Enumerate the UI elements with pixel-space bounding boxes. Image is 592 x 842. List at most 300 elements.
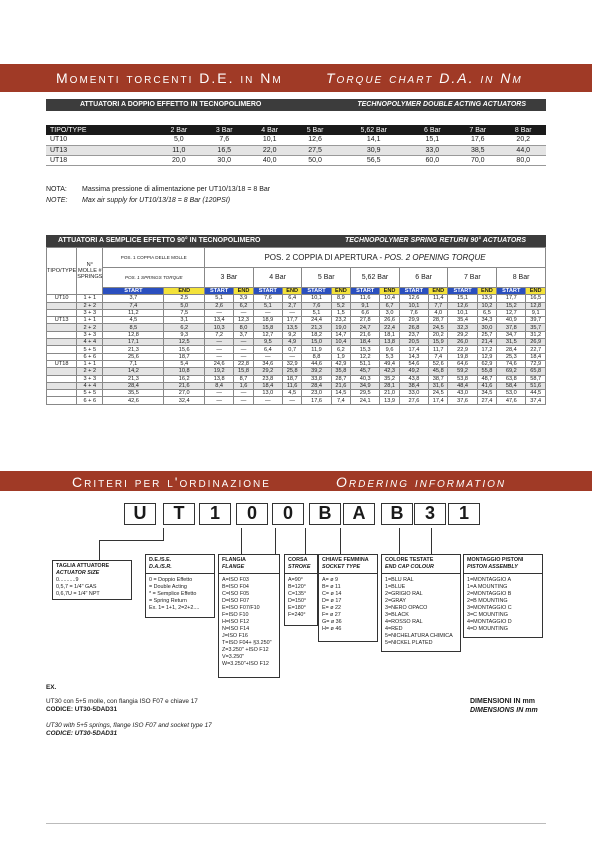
table-row bbox=[47, 309, 546, 316]
box-piston-lines bbox=[467, 577, 539, 633]
table-cell: 24,7 bbox=[351, 324, 380, 331]
note-it-text: Massima pressione di alimentazione per UT10/13/18 = 8 Bar bbox=[82, 186, 271, 193]
table-cell: 42,6 bbox=[103, 397, 164, 404]
start-header: START bbox=[351, 288, 380, 295]
table-cell: — bbox=[253, 353, 282, 360]
table-cell: 12,2 bbox=[351, 353, 380, 360]
table-cell: 21,3 bbox=[302, 324, 331, 331]
box-flange-title: FLANGIA bbox=[222, 557, 246, 563]
table-cell bbox=[47, 339, 77, 346]
table-cell: 5,0 bbox=[164, 302, 205, 309]
table-cell: 29,2 bbox=[448, 331, 477, 338]
table-cell: 20,0 bbox=[156, 155, 201, 165]
box-line: 2=B MOUNTING bbox=[467, 598, 508, 604]
table-cell: 43,0 bbox=[448, 390, 477, 397]
end-header: END bbox=[164, 288, 205, 295]
table-cell: 9,2 bbox=[282, 331, 301, 338]
header-title-it: Momenti torcenti D.E. in Nm bbox=[56, 70, 283, 86]
table-cell: 18,4 bbox=[526, 353, 546, 360]
example-block bbox=[46, 684, 212, 738]
table-cell: 10,1 bbox=[448, 309, 477, 316]
table-cell: UT13 bbox=[46, 145, 156, 155]
example-it: UT30 con 5+5 molle, con flangia ISO F07 e chiave 17 bbox=[46, 698, 198, 705]
start-end-row bbox=[47, 288, 546, 295]
table-cell: 3,7 bbox=[103, 295, 164, 302]
table-cell: UT18 bbox=[47, 360, 77, 367]
table-cell: 21,3 bbox=[103, 375, 164, 382]
table-cell: 42,3 bbox=[380, 368, 399, 375]
box-line: 1=BLUE bbox=[385, 584, 406, 590]
table-cell: 34,6 bbox=[253, 360, 282, 367]
table-cell: — bbox=[205, 390, 234, 397]
table-cell: — bbox=[282, 309, 301, 316]
pos1-header-it: POS. 1 COPPIA DELLE MOLLE bbox=[120, 255, 187, 260]
table-cell: 9,6 bbox=[380, 346, 399, 353]
start-header: START bbox=[205, 288, 234, 295]
table-cell: 35,7 bbox=[526, 324, 546, 331]
table-cell: 25,6 bbox=[103, 353, 164, 360]
table-cell: 52,6 bbox=[429, 360, 448, 367]
box-line: G= ø 36 bbox=[322, 619, 342, 625]
table-cell: 21,6 bbox=[164, 382, 205, 389]
table-cell: 20,5 bbox=[399, 339, 428, 346]
table-cell: 3 + 3 bbox=[77, 375, 103, 382]
table-cell: 50,0 bbox=[292, 155, 337, 165]
table-cell: 25,3 bbox=[497, 353, 526, 360]
table-cell: 5,0 bbox=[156, 135, 201, 145]
table-cell: 14,1 bbox=[338, 135, 410, 145]
box-line: 2=MONTAGGIO B bbox=[467, 591, 512, 597]
table-row bbox=[47, 390, 546, 397]
spring-return-body bbox=[47, 295, 546, 404]
table-cell: 12,6 bbox=[292, 135, 337, 145]
example-label: EX. bbox=[46, 684, 57, 691]
table-cell: 15,8 bbox=[234, 368, 253, 375]
table-cell: — bbox=[253, 397, 282, 404]
table-cell: 37,8 bbox=[497, 324, 526, 331]
code-char-box: A bbox=[343, 503, 375, 525]
box-socket-title: CHIAVE FEMMINA bbox=[322, 557, 369, 563]
table-cell: 30,9 bbox=[338, 145, 410, 155]
column-header: 5,62 Bar bbox=[338, 125, 410, 135]
box-action-lines bbox=[149, 577, 211, 612]
table-cell: 21,4 bbox=[477, 339, 496, 346]
type-header: TIPO/TYPE bbox=[47, 248, 77, 295]
table-cell: 17,6 bbox=[302, 397, 331, 404]
table-cell: 23,7 bbox=[399, 331, 428, 338]
table-cell: 72,9 bbox=[526, 360, 546, 367]
end-header: END bbox=[477, 288, 496, 295]
table-cell: 39,7 bbox=[526, 317, 546, 324]
table-cell: 5,1 bbox=[302, 309, 331, 316]
end-header: END bbox=[331, 288, 350, 295]
spring-return-bar bbox=[46, 235, 546, 247]
table-cell: 64,6 bbox=[448, 360, 477, 367]
start-header: START bbox=[253, 288, 282, 295]
table-row bbox=[47, 302, 546, 309]
double-acting-table bbox=[46, 125, 546, 166]
table-cell: 10,4 bbox=[380, 295, 399, 302]
double-acting-body bbox=[46, 135, 546, 165]
box-line: A=90° bbox=[288, 577, 303, 583]
table-cell: — bbox=[282, 353, 301, 360]
box-line: C=ISO F05 bbox=[222, 591, 250, 597]
double-acting-header-row bbox=[46, 125, 546, 135]
table-cell: 17,1 bbox=[103, 339, 164, 346]
box-line: 2=GRAY bbox=[385, 598, 407, 604]
connector-stroke bbox=[305, 528, 306, 554]
table-cell: 15,2 bbox=[497, 302, 526, 309]
table-cell: 1 + 1 bbox=[77, 317, 103, 324]
table-cell: 32,3 bbox=[448, 324, 477, 331]
table-cell: 74,6 bbox=[497, 360, 526, 367]
table-cell: 5 + 5 bbox=[77, 346, 103, 353]
spring-return-title-it: ATTUATORI A SEMPLICE EFFETTO 90° IN TECNOPOLIMERO bbox=[58, 237, 261, 244]
example-en-code: CODICE: UT30-5DAD31 bbox=[46, 730, 118, 737]
box-line: 1=A MOUNTING bbox=[467, 584, 508, 590]
springs-header: N° MOLLE # SPRINGS bbox=[77, 248, 103, 295]
box-line: F= ø 27 bbox=[322, 612, 341, 618]
table-cell: 40,9 bbox=[497, 317, 526, 324]
table-cell: 23,8 bbox=[253, 375, 282, 382]
box-flange-title-en: FLANGE bbox=[222, 564, 245, 570]
box-line: 0...........9 bbox=[56, 577, 79, 583]
table-cell: 27,8 bbox=[351, 317, 380, 324]
pressure-header: 4 Bar bbox=[253, 268, 302, 288]
table-cell: 18,1 bbox=[380, 331, 399, 338]
pressure-header: 8 Bar bbox=[497, 268, 546, 288]
note-it bbox=[46, 186, 270, 193]
table-cell: 12,6 bbox=[448, 302, 477, 309]
table-cell bbox=[47, 375, 77, 382]
table-cell: 6,2 bbox=[331, 346, 350, 353]
table-cell: 12,6 bbox=[399, 295, 428, 302]
table-cell: 20,2 bbox=[500, 135, 546, 145]
table-cell: 2,5 bbox=[164, 295, 205, 302]
table-cell: 12,5 bbox=[164, 339, 205, 346]
box-line: E= ø 22 bbox=[322, 605, 342, 611]
table-cell: 6,5 bbox=[477, 309, 496, 316]
note-it-label: NOTA: bbox=[46, 186, 67, 193]
table-cell: 28,1 bbox=[380, 382, 399, 389]
table-cell: 3,7 bbox=[234, 331, 253, 338]
table-cell: 5,4 bbox=[164, 360, 205, 367]
box-size-title-en: ACTUATOR SIZE bbox=[56, 570, 100, 576]
box-line: 5=NICKEL PLATED bbox=[385, 640, 433, 646]
code-char-box: B bbox=[309, 503, 341, 525]
pos2-header-it: POS. 2 COPPIA DI APERTURA - bbox=[264, 253, 385, 262]
table-cell: 18,7 bbox=[282, 375, 301, 382]
column-header: 3 Bar bbox=[202, 125, 247, 135]
box-piston-assembly bbox=[463, 554, 543, 638]
table-cell: 5,1 bbox=[253, 302, 282, 309]
table-cell: 5 + 5 bbox=[77, 390, 103, 397]
table-cell: 10,3 bbox=[205, 324, 234, 331]
table-cell: 80,0 bbox=[500, 155, 546, 165]
table-cell: 25,8 bbox=[282, 368, 301, 375]
box-line: F=ISO F10 bbox=[222, 612, 249, 618]
table-row bbox=[47, 317, 546, 324]
table-cell: 17,4 bbox=[429, 397, 448, 404]
table-cell: 54,6 bbox=[399, 360, 428, 367]
table-cell: 6,2 bbox=[164, 324, 205, 331]
code-char-box: 1 bbox=[448, 503, 480, 525]
table-row bbox=[47, 331, 546, 338]
table-cell: 13,0 bbox=[253, 390, 282, 397]
table-cell: 51,1 bbox=[351, 360, 380, 367]
start-header: START bbox=[448, 288, 477, 295]
box-size-lines bbox=[56, 577, 128, 598]
table-cell: 28,4 bbox=[103, 382, 164, 389]
table-cell: 29,9 bbox=[399, 317, 428, 324]
pressure-header-row bbox=[47, 268, 546, 288]
box-line: 3=MONTAGGIO C bbox=[467, 605, 512, 611]
table-cell: 9,3 bbox=[164, 331, 205, 338]
table-cell: 19,2 bbox=[205, 368, 234, 375]
table-cell: 35,8 bbox=[331, 368, 350, 375]
table-cell: 48,7 bbox=[477, 375, 496, 382]
box-line: B=120° bbox=[288, 584, 306, 590]
table-cell: 28,4 bbox=[302, 382, 331, 389]
table-cell: 6,4 bbox=[282, 295, 301, 302]
table-cell: 8,7 bbox=[234, 375, 253, 382]
table-cell: 22,0 bbox=[247, 145, 292, 155]
table-cell: 1 + 1 bbox=[77, 295, 103, 302]
table-cell: 7,1 bbox=[103, 360, 164, 367]
column-header: 5 Bar bbox=[292, 125, 337, 135]
table-cell bbox=[47, 382, 77, 389]
table-row bbox=[46, 155, 546, 165]
code-char-box: U bbox=[124, 503, 156, 525]
table-cell: 11,0 bbox=[156, 145, 201, 155]
table-cell: 43,8 bbox=[399, 375, 428, 382]
table-cell: 41,6 bbox=[477, 382, 496, 389]
box-line: 0,5,7 = 1/4" GAS bbox=[56, 584, 97, 590]
table-cell: 70,0 bbox=[455, 155, 500, 165]
table-cell: 1,5 bbox=[331, 309, 350, 316]
table-cell: 4,5 bbox=[282, 390, 301, 397]
box-socket-lines bbox=[322, 577, 374, 633]
table-cell: 24,5 bbox=[429, 324, 448, 331]
table-cell: — bbox=[205, 346, 234, 353]
table-cell: 47,6 bbox=[497, 397, 526, 404]
table-cell: — bbox=[234, 390, 253, 397]
table-cell: 33,0 bbox=[410, 145, 455, 155]
table-cell: 17,4 bbox=[399, 346, 428, 353]
table-cell: 12,7 bbox=[497, 309, 526, 316]
table-cell: 26,6 bbox=[380, 317, 399, 324]
pressure-header: 7 Bar bbox=[448, 268, 497, 288]
table-cell: 35,4 bbox=[448, 317, 477, 324]
table-cell: 37,4 bbox=[526, 397, 546, 404]
note-en-label: NOTE: bbox=[46, 197, 68, 204]
box-line: A=ISO F03 bbox=[222, 577, 249, 583]
table-cell: 20,2 bbox=[429, 331, 448, 338]
box-piston-title: MONTAGGIO PISTONI bbox=[467, 557, 524, 563]
table-cell: 7,5 bbox=[164, 309, 205, 316]
code-char-box: 3 bbox=[414, 503, 446, 525]
table-cell: 26,0 bbox=[448, 339, 477, 346]
table-cell: 7,6 bbox=[253, 295, 282, 302]
table-cell: 27,6 bbox=[399, 397, 428, 404]
box-line: E=180° bbox=[288, 605, 306, 611]
table-cell: 60,0 bbox=[410, 155, 455, 165]
table-cell: 5,2 bbox=[331, 302, 350, 309]
table-cell: 7,2 bbox=[205, 331, 234, 338]
box-line: H= ø 46 bbox=[322, 626, 342, 632]
end-header: END bbox=[380, 288, 399, 295]
table-cell: 62,9 bbox=[477, 360, 496, 367]
table-cell: 6 + 6 bbox=[77, 353, 103, 360]
table-row bbox=[47, 353, 546, 360]
table-cell: UT10 bbox=[46, 135, 156, 145]
table-cell bbox=[47, 324, 77, 331]
table-cell: — bbox=[234, 309, 253, 316]
column-header: 6 Bar bbox=[410, 125, 455, 135]
note-en bbox=[46, 197, 230, 204]
header-title-en: Torque chart D.A. in Nm bbox=[326, 70, 523, 86]
column-header: TIPO/TYPE bbox=[46, 125, 156, 135]
box-line: N=ISO F14 bbox=[222, 626, 250, 632]
table-cell: 58,4 bbox=[497, 382, 526, 389]
code-char-box: B bbox=[381, 503, 413, 525]
table-cell: 37,6 bbox=[448, 397, 477, 404]
table-cell: 40,3 bbox=[351, 375, 380, 382]
table-cell: 5,1 bbox=[205, 295, 234, 302]
table-cell: 15,0 bbox=[302, 339, 331, 346]
box-action-title-en: D.A./S.R. bbox=[149, 564, 172, 570]
table-cell: 18,9 bbox=[253, 317, 282, 324]
table-cell: 8,9 bbox=[331, 295, 350, 302]
table-cell: 3 + 3 bbox=[77, 309, 103, 316]
table-cell: 48,4 bbox=[448, 382, 477, 389]
spring-return-header-row bbox=[47, 248, 546, 268]
box-line: 3=NERO OPACO bbox=[385, 605, 428, 611]
table-cell: 11,7 bbox=[429, 346, 448, 353]
box-piston-title-en: PISTON ASSEMBLY bbox=[467, 564, 518, 570]
column-header: 4 Bar bbox=[247, 125, 292, 135]
table-cell: 12,8 bbox=[103, 331, 164, 338]
box-line: D= ø 17 bbox=[322, 598, 342, 604]
spring-return-table bbox=[46, 247, 546, 405]
table-cell: 15,1 bbox=[448, 295, 477, 302]
table-cell: 42,9 bbox=[331, 360, 350, 367]
box-stroke bbox=[284, 554, 318, 626]
box-stroke-title: CORSA bbox=[288, 557, 308, 563]
connector-flange bbox=[275, 528, 276, 554]
table-cell: 34,5 bbox=[477, 390, 496, 397]
table-cell: 27,0 bbox=[164, 390, 205, 397]
table-cell: 0,7 bbox=[282, 346, 301, 353]
table-cell: 44,6 bbox=[302, 360, 331, 367]
box-line: 1=MONTAGGIO A bbox=[467, 577, 512, 583]
table-cell bbox=[47, 390, 77, 397]
connector-size-v bbox=[99, 540, 100, 560]
table-cell: 2,6 bbox=[205, 302, 234, 309]
dimensions-en: DIMENSIONS IN mm bbox=[470, 707, 538, 714]
table-row bbox=[47, 346, 546, 353]
table-cell: 9,1 bbox=[526, 309, 546, 316]
table-cell bbox=[47, 368, 77, 375]
table-cell: 17,7 bbox=[282, 317, 301, 324]
table-cell: 22,7 bbox=[526, 346, 546, 353]
table-cell: UT13 bbox=[47, 317, 77, 324]
table-cell: 35,2 bbox=[380, 375, 399, 382]
table-cell: 16,2 bbox=[164, 375, 205, 382]
table-cell: 28,4 bbox=[497, 346, 526, 353]
table-cell: 45,7 bbox=[351, 368, 380, 375]
box-line: 5=NICHELATURA CHIMICA bbox=[385, 633, 453, 639]
column-header: 7 Bar bbox=[455, 125, 500, 135]
table-cell: — bbox=[205, 309, 234, 316]
table-cell: 11,4 bbox=[429, 295, 448, 302]
box-line: V=3.250" bbox=[222, 654, 245, 660]
table-cell: 15,8 bbox=[253, 324, 282, 331]
table-row bbox=[47, 360, 546, 367]
table-cell: 65,8 bbox=[526, 368, 546, 375]
table-cell: 56,5 bbox=[338, 155, 410, 165]
table-cell: — bbox=[234, 353, 253, 360]
table-cell: 21,6 bbox=[351, 331, 380, 338]
table-row bbox=[46, 145, 546, 155]
box-line: * = Semplice Effetto bbox=[149, 591, 197, 597]
box-line: 0 = Doppio Effetto bbox=[149, 577, 193, 583]
table-cell: 30,0 bbox=[477, 324, 496, 331]
table-cell: 33,0 bbox=[399, 390, 428, 397]
table-cell: 6,6 bbox=[351, 309, 380, 316]
ordering-header bbox=[0, 471, 592, 491]
table-cell bbox=[47, 331, 77, 338]
pos1-header bbox=[103, 248, 205, 268]
table-cell: 44,0 bbox=[500, 145, 546, 155]
ordering-title-it: Criteri per l'ordinazione bbox=[72, 474, 271, 490]
table-cell: — bbox=[253, 309, 282, 316]
table-row bbox=[47, 368, 546, 375]
table-cell: — bbox=[205, 353, 234, 360]
connector-size-h bbox=[99, 540, 164, 541]
table-cell: 34,3 bbox=[477, 317, 496, 324]
table-cell: 25,7 bbox=[477, 331, 496, 338]
box-line: 1=BLU RAL bbox=[385, 577, 414, 583]
table-cell: 10,4 bbox=[331, 339, 350, 346]
table-cell: 13,5 bbox=[282, 324, 301, 331]
box-line: D=150° bbox=[288, 598, 307, 604]
pressure-header: 6 Bar bbox=[399, 268, 448, 288]
table-cell: 24,1 bbox=[351, 397, 380, 404]
box-line: 3=C MOUNTING bbox=[467, 612, 508, 618]
table-cell: 3,9 bbox=[234, 295, 253, 302]
end-header: END bbox=[526, 288, 546, 295]
table-cell: 69,2 bbox=[497, 368, 526, 375]
table-cell bbox=[47, 309, 77, 316]
table-cell: 11,6 bbox=[282, 382, 301, 389]
box-line: 4=MONTAGGIO D bbox=[467, 619, 512, 625]
box-socket bbox=[318, 554, 378, 642]
code-char-box: 1 bbox=[199, 503, 231, 525]
box-line: E=ISO F07/F10 bbox=[222, 605, 260, 611]
box-line: B=ISO F04 bbox=[222, 584, 249, 590]
connector-colour bbox=[399, 528, 400, 554]
box-line: 4=RED bbox=[385, 626, 403, 632]
box-line: D=ISO F07 bbox=[222, 598, 250, 604]
box-line: 2=GRIGIO RAL bbox=[385, 591, 423, 597]
column-header: 8 Bar bbox=[500, 125, 546, 135]
table-cell: 21,0 bbox=[380, 390, 399, 397]
table-cell: 11,2 bbox=[103, 309, 164, 316]
connector-size bbox=[163, 528, 164, 540]
table-cell: 11,9 bbox=[302, 346, 331, 353]
table-cell: 12,3 bbox=[234, 317, 253, 324]
